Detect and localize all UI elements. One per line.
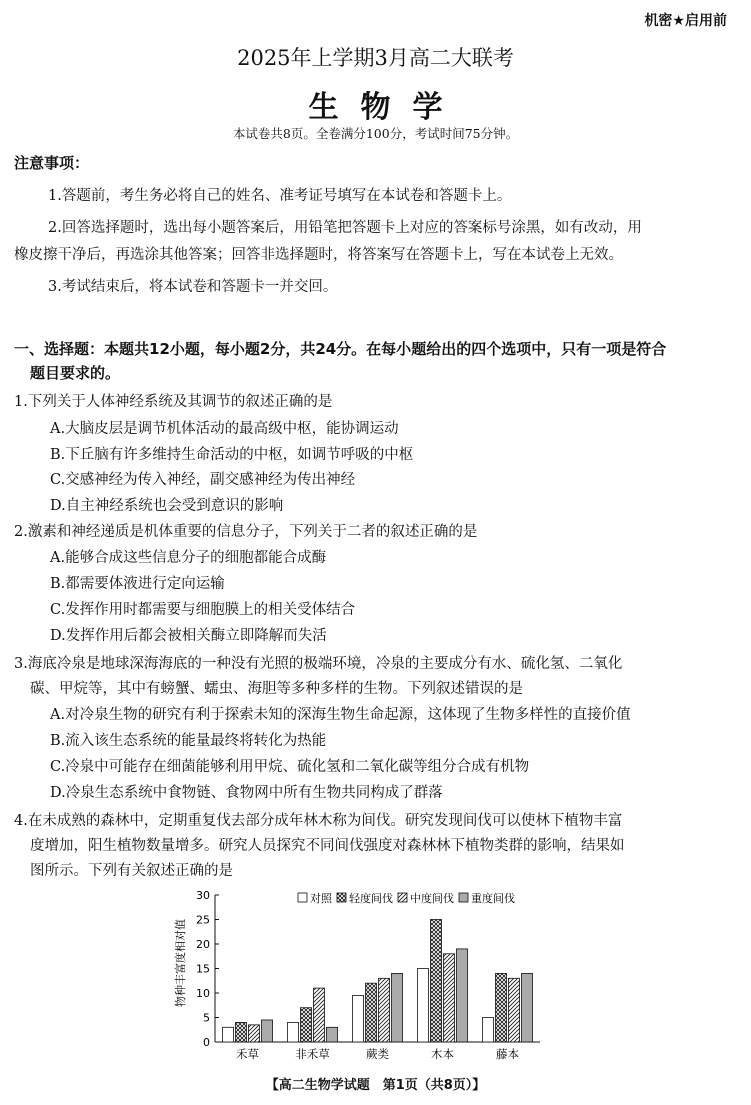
bar-1-4 <box>418 969 429 1043</box>
legend-label-4: 重度间伐 <box>471 892 515 905</box>
bar-4-4 <box>457 949 468 1042</box>
y-tick-label: 25 <box>196 913 210 927</box>
bar-1-1 <box>223 1027 234 1042</box>
bar-1-3 <box>353 995 364 1042</box>
bar-4-3 <box>392 973 403 1042</box>
q3-option-d: D.冷泉生态系统中食物链、食物网中所有生物共同构成了群落 <box>50 785 443 801</box>
y-tick-label: 30 <box>196 889 210 902</box>
y-tick-label: 0 <box>203 1036 210 1049</box>
legend-label-3: 中度间伐 <box>410 892 454 905</box>
bar-1-5 <box>483 1018 494 1043</box>
exam-title: 2025年上学期3月高二大联考 <box>237 46 514 70</box>
q4-stem-line-3: 图所示。下列有关叙述正确的是 <box>30 863 233 879</box>
q3-stem-line-1: 3.海底冷泉是地球深海海底的一种没有光照的极端环境，冷泉的主要成分有水、硫化氢、二氧化 <box>14 656 623 672</box>
subject-title: 生物学 <box>308 90 465 125</box>
q2-option-c: C.发挥作用时都需要与细胞膜上的相关受体结合 <box>50 602 356 618</box>
bar-2-1 <box>236 1022 247 1042</box>
notice-item-3: 3.考试结束后，将本试卷和答题卡一并交回。 <box>48 279 338 295</box>
bar-3-4 <box>444 954 455 1042</box>
legend-swatch-1 <box>298 893 307 902</box>
legend-swatch-4 <box>459 893 468 902</box>
section-title-cont: 题目要求的。 <box>30 364 121 382</box>
x-tick-label: 非禾草 <box>295 1047 330 1061</box>
q2-stem: 2.激素和神经递质是机体重要的信息分子，下列关于二者的叙述正确的是 <box>14 524 478 540</box>
section-title: 一、选择题：本题共12小题，每小题2分，共24分。在每小题给出的四个选项中，只有一项是符合 <box>14 340 667 358</box>
notice-item-2-line-2: 橡皮擦干净后，再选涂其他答案；回答非选择题时，将答案写在答题卡上，写在本试卷上无效。 <box>14 247 623 263</box>
q1-option-a: A.大脑皮层是调节机体活动的最高级中枢，能协调运动 <box>50 421 399 437</box>
q1-option-b: B.下丘脑有许多维持生命活动的中枢，如调节呼吸的中枢 <box>50 447 414 463</box>
q1-stem: 1.下列关于人体神经系统及其调节的叙述正确的是 <box>14 394 333 410</box>
y-tick-label: 10 <box>196 987 210 1000</box>
bar-2-3 <box>366 983 377 1042</box>
y-tick-label: 15 <box>196 962 210 976</box>
bar-3-2 <box>314 988 325 1042</box>
bar-4-2 <box>327 1027 338 1042</box>
q3-option-a: A.对冷泉生物的研究有利于探索未知的深海生物生命起源，这体现了生物多样性的直接价值 <box>50 707 631 723</box>
page-footer: 【高二生物学试题 第1页（共8页）】 <box>265 1078 486 1093</box>
legend-swatch-2 <box>337 893 346 902</box>
bar-2-4 <box>431 920 442 1043</box>
legend-label-1: 对照 <box>310 892 332 905</box>
exam-info: 本试卷共8页。全卷满分100分，考试时间75分钟。 <box>232 126 519 141</box>
q3-option-c: C.冷泉中可能存在细菌能够利用甲烷、硫化氢和二氧化碳等组分合成有机物 <box>50 759 530 775</box>
x-tick-label: 禾草 <box>236 1047 259 1061</box>
x-tick-label: 藤本 <box>496 1047 519 1061</box>
bar-2-5 <box>496 973 507 1042</box>
x-tick-label: 蕨类 <box>366 1047 389 1061</box>
q3-option-b: B.流入该生态系统的能量最终将转化为热能 <box>50 733 327 749</box>
confidential-label: 机密★启用前 <box>644 13 727 29</box>
legend-swatch-3 <box>398 893 407 902</box>
bar-3-5 <box>509 978 520 1042</box>
bar-3-3 <box>379 978 390 1042</box>
bar-1-2 <box>288 1022 299 1042</box>
q4-stem-line-1: 4.在未成熟的森林中，定期重复伐去部分成年林木称为间伐。研究发现间伐可以使林下植物丰富 <box>14 813 623 829</box>
q2-option-d: D.发挥作用后都会被相关酶立即降解而失活 <box>50 628 327 644</box>
q1-option-c: C.交感神经为传入神经，副交感神经为传出神经 <box>50 472 356 488</box>
notice-item-1: 1.答题前，考生务必将自己的姓名、准考证号填写在本试卷和答题卡上。 <box>48 188 512 204</box>
x-tick-label: 木本 <box>431 1047 454 1061</box>
bar-2-2 <box>301 1008 312 1042</box>
bar-4-1 <box>262 1020 273 1042</box>
bar-3-1 <box>249 1025 260 1042</box>
q3-stem-line-2: 碳、甲烷等，其中有螃蟹、蠕虫、海胆等多种多样的生物。下列叙述错误的是 <box>30 681 523 697</box>
notice-title: 注意事项： <box>14 154 90 172</box>
bar-4-5 <box>522 973 533 1042</box>
q2-option-b: B.都需要体液进行定向运输 <box>50 576 225 592</box>
y-axis-label: 物种丰富度相对值 <box>174 919 187 1007</box>
y-tick-label: 20 <box>196 938 210 951</box>
q1-option-d: D.自主神经系统也会受到意识的影响 <box>50 498 284 514</box>
q2-option-a: A.能够合成这些信息分子的细胞都能合成酶 <box>50 550 327 566</box>
legend-label-2: 轻度间伐 <box>349 892 393 905</box>
q4-stem-line-2: 度增加，阳生植物数量增多。研究人员探究不同间伐强度对森林林下植物类群的影响，结果如 <box>30 838 625 854</box>
y-tick-label: 5 <box>203 1011 210 1025</box>
notice-item-2-line-1: 2.回答选择题时，选出每小题答案后，用铅笔把答题卡上对应的答案标号涂黑，如有改动，用 <box>48 220 642 236</box>
